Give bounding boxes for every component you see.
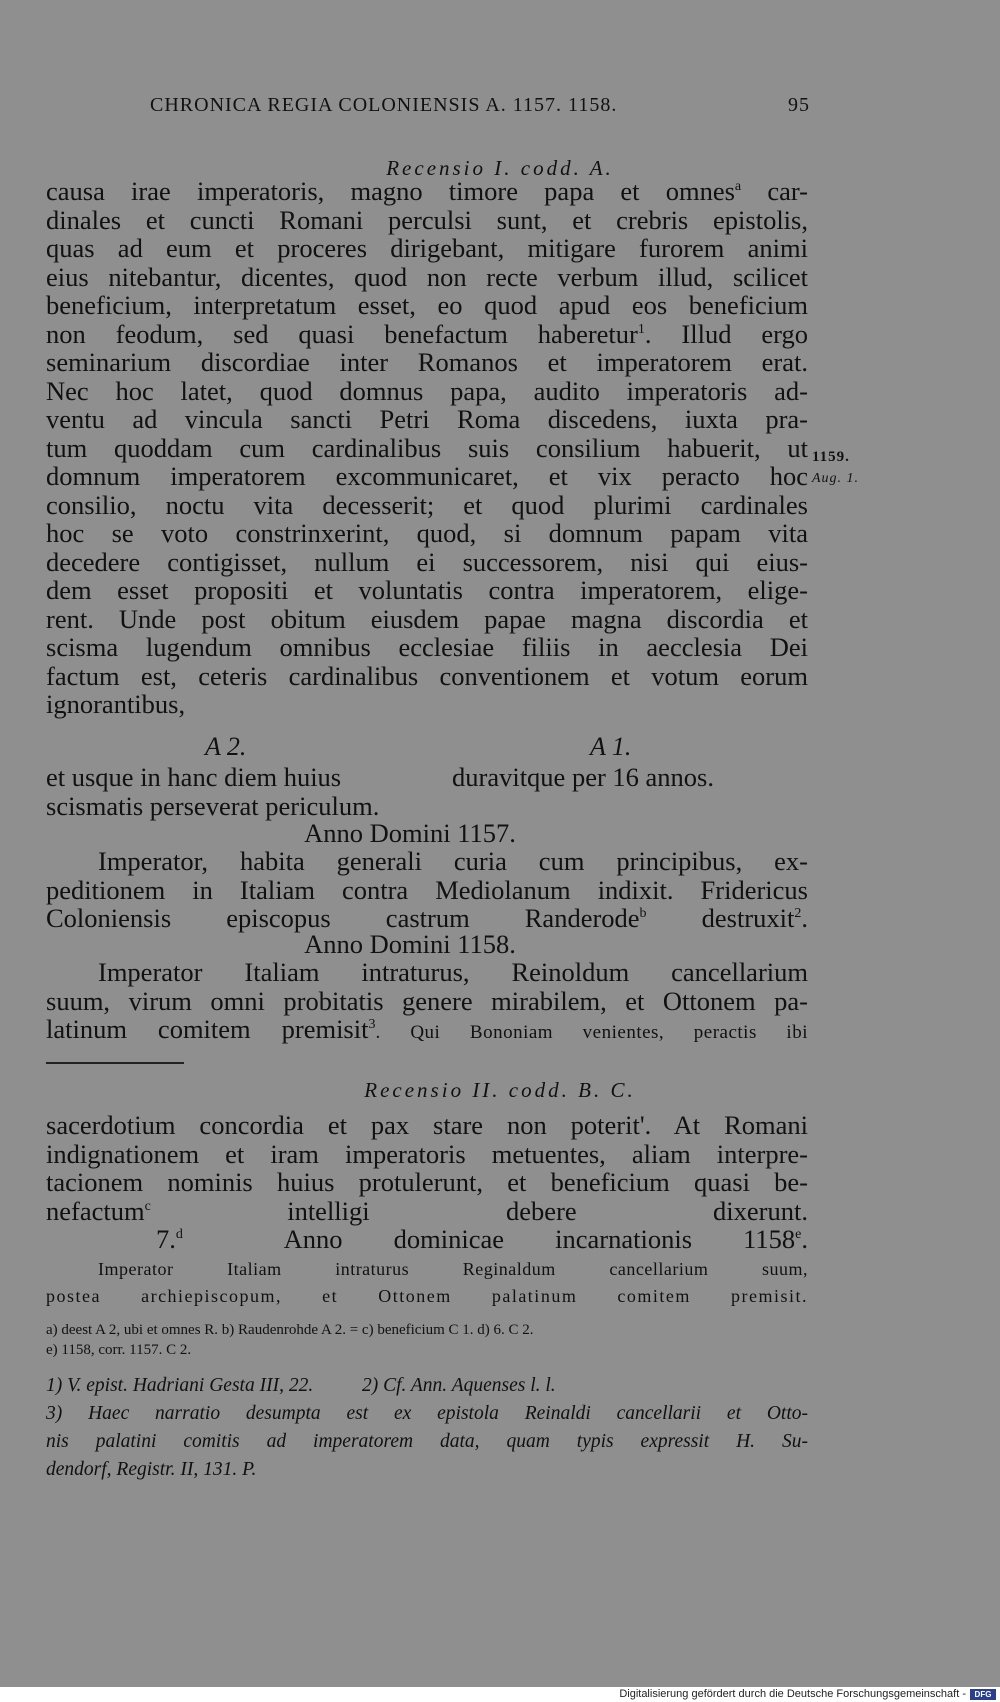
text-line: nefactum$^c$ intelligi debere dixerunt. — [46, 1195, 808, 1226]
text-line: rent. Unde post obitum eiusdem papae magna discordia et — [46, 603, 808, 634]
variant-line: a) deest A 2, ubi et omnes R. b) Raudenrohde A 2. = c) beneficium C 1. d) 6. C 2. — [46, 1322, 534, 1338]
column-a2-text — [46, 763, 446, 820]
text-line: hoc se voto constrinxerint, quod, si domnum papam vita — [46, 518, 808, 548]
text-line: Imperator, habita generali curia cum principibus, ex- — [98, 846, 808, 876]
text-line: suum, virum omni probitatis genere mirabilem, et Ottonem pa- — [46, 985, 808, 1016]
text-line: Nec hoc latet, quod domnus papa, audito imperatoris ad- — [46, 375, 808, 406]
recensio-1-text — [46, 177, 808, 719]
text-line: factum est, ceteris cardinalibus conventionem et votum eorum — [46, 660, 808, 691]
paragraph-1157 — [46, 847, 808, 933]
anno-1158-heading: Anno Domini 1158. — [304, 929, 516, 959]
margin-year: 1159. — [812, 449, 850, 465]
margin-date: Aug. 1. — [812, 471, 860, 486]
text-line: latinum comitem premisit$^3$. Qui Bononiam venientes, peractis ibi — [46, 1014, 808, 1044]
recensio-2-text — [46, 1111, 808, 1254]
column-a1-label: A 1. — [590, 732, 632, 761]
text-line: ventu ad vincula sancti Petri Roma discedens, iuxta pra- — [46, 404, 808, 434]
text-line: indignationem et iram imperatoris metuentes, aliam interpre- — [46, 1138, 808, 1169]
text-line: causa irae imperatoris, magno timore papa et omnes$^a$ car- — [46, 176, 808, 206]
text-line: et usque in hanc diem huius — [46, 762, 342, 792]
text-line: scismatis perseverat periculum. — [46, 790, 380, 821]
variant-line: e) 1158, corr. 1157. C 2. — [46, 1342, 192, 1358]
text-line: consilio, noctu vita decesserit; et quod plurimi cardinales — [46, 489, 808, 520]
recensio-1-heading: Recensio I. codd. A. — [386, 156, 614, 180]
recensio-2-heading: Recensio II. codd. B. C. — [364, 1078, 636, 1102]
footnote-line: nis palatini comitis ad imperatorem data, quam typis expressit H. Su- — [46, 1431, 808, 1452]
column-a1-text — [452, 763, 812, 792]
page-number: 95 — [788, 94, 810, 116]
text-line: sacerdotium concordia et pax stare non poterit'. At Romani — [46, 1110, 808, 1140]
column-a2-label: A 2. — [205, 732, 247, 761]
footnote-line: 3) Haec narratio desumpta est ex epistola Reinaldi cancellarii et Otto- — [46, 1403, 808, 1424]
recensio-2-small-text — [46, 1256, 808, 1310]
anno-1157-heading: Anno Domini 1157. — [304, 818, 516, 848]
footnote-line: dendorf, Registr. II, 131. P. — [46, 1459, 257, 1480]
text-line: Imperator Italiam intraturus, Reinoldum cancellarium — [98, 957, 808, 987]
paragraph-1158 — [46, 958, 808, 1048]
text-line: tum quoddam cum cardinalibus suis consilium habuerit, ut — [46, 432, 808, 463]
text-line: scisma lugendum omnibus ecclesiae filiis in aecclesia Dei — [46, 632, 808, 662]
running-head — [150, 94, 810, 117]
text-line: Coloniensis episcopus castrum Randerode$^b$ destruxit$^2$. — [46, 903, 808, 933]
running-title: CHRONICA REGIA COLONIENSIS A. 1157. 1158. — [150, 94, 618, 116]
text-line: decedere contigisset, nullum ei successorem, nisi qui eius- — [46, 546, 808, 577]
variant-notes — [46, 1320, 808, 1360]
footnote-line: 1) V. epist. Hadriani Gesta III, 22. 2) Cf. Ann. Aquenses l. l. — [46, 1375, 556, 1396]
text-line: dinales et cuncti Romani perculsi sunt, et crebris epistolis, — [46, 204, 808, 235]
dfg-logo: DFG — [970, 1689, 996, 1700]
text-line: Imperator Italiam intraturus Reginaldum cancellarium suum, — [98, 1259, 808, 1279]
text-line: tacionem nominis huius protulerunt, et beneficium quasi be- — [46, 1167, 808, 1197]
text-line: quas ad eum et proceres dirigebant, mitigare furorem animi — [46, 233, 808, 263]
text-line: eius nitebantur, dicentes, quod non recte verbum illud, scilicet — [46, 261, 808, 292]
text-line: non feodum, sed quasi benefactum haberetur$^1$. Illud ergo — [46, 318, 808, 349]
text-line: postea archiepiscopum, et Ottonem palatinum comitem premisit. — [46, 1286, 808, 1306]
chapter-heading: 7.$^d$ Anno dominicae incarnationis 1158e. — [156, 1224, 808, 1254]
credit-text: Digitalisierung gefördert durch die Deutsche Forschungsgemeinschaft - — [619, 1688, 966, 1700]
text-line: domnum imperatorem excommunicaret, et vix peracto hoc — [46, 461, 808, 491]
text-line: dem esset propositi et voluntatis contra imperatorem, elige- — [46, 575, 808, 605]
section-divider — [46, 1062, 184, 1064]
text-line: seminarium discordiae inter Romanos et imperatorem erat. — [46, 347, 808, 377]
text-line: duravitque per 16 annos. — [452, 762, 714, 792]
footnotes — [46, 1372, 808, 1484]
text-line: ignorantibus, — [46, 689, 186, 719]
text-line: peditionem in Italiam contra Mediolanum indixit. Fridericus — [46, 874, 808, 905]
text-line: beneficium, interpretatum esset, eo quod apud eos beneficium — [46, 290, 808, 320]
